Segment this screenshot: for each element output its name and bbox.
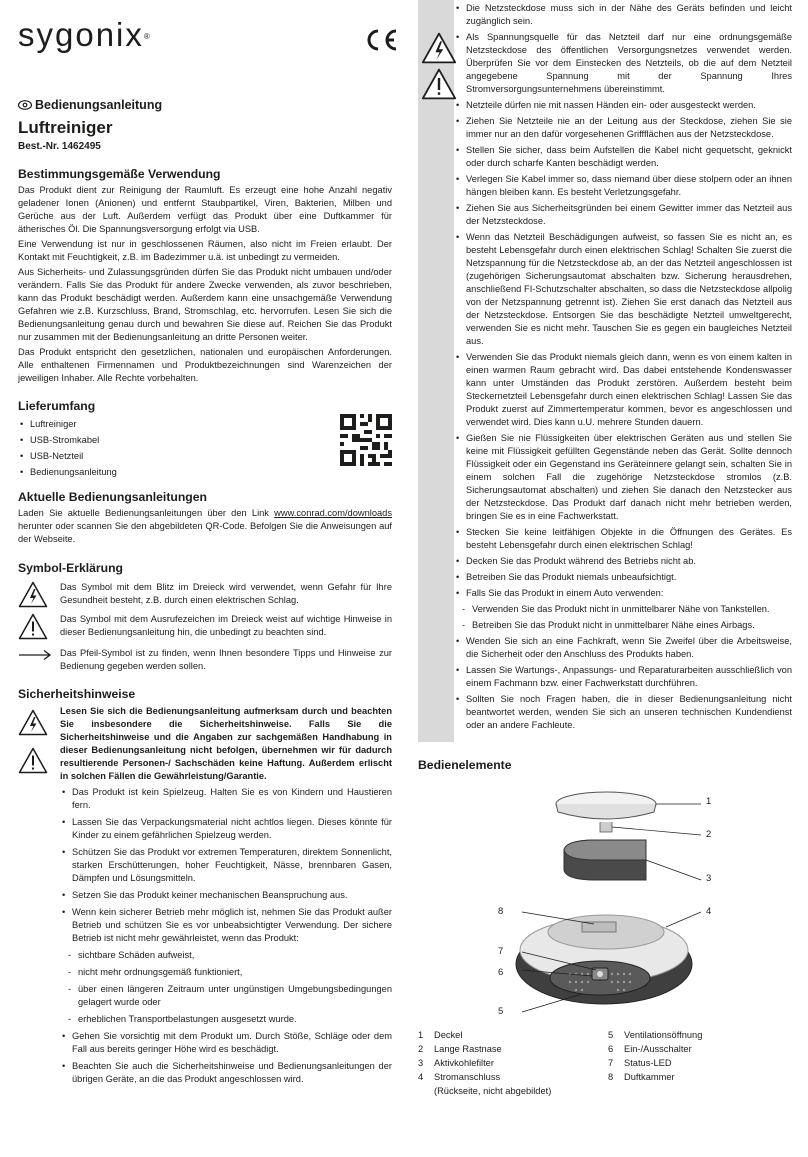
legend-right xyxy=(608,1028,702,1084)
callout-5: 5 xyxy=(498,1006,504,1017)
callout-1: 1 xyxy=(706,796,712,807)
list-item: - Betreiben Sie das Produkt nicht in unmittelbarer Nähe eines Airbags. xyxy=(454,619,792,632)
list-item: • Bedienungsanleitung xyxy=(18,464,392,480)
list-item: • Wenn das Netzteil Beschädigungen aufweist, so fassen Sie es nicht an, es besteht Lebensgefahr durch einen elektrischen Schlag! Schalten Sie zuerst die Netzspannung für die Netzsteckdose ab, an der das Netzteil angeschlossen ist (zugehörigen Sicherungsautomat abschalten bzw. Sicherung herausdrehen, anschließend FI-Schutzschalter abschalten, so dass die Netzsteckdose allpolig von der Netzspannung getrennt ist). Ziehen Sie erst danach das Netzteil aus der Netzsteckdose. Entsorgen Sie das beschädigte Netzteil umweltgerecht, verwenden Sie es nicht mehr. Tauschen Sie es gegen ein baugleiches Netzteil aus. xyxy=(454,231,792,348)
download-link[interactable]: www.conrad.com/downloads xyxy=(274,508,392,518)
callout-7: 7 xyxy=(498,946,504,957)
safety-intro: Lesen Sie sich die Bedienungsanleitung aufmerksam durch und beachten Sie insbesondere die Sicherheitshinweise. Falls Sie die Sicherheitshinweise und die Angaben zur sachgemäßen Handhabung in dieser Bedienungsanleitung nicht befolgen, übernehmen wir für dadurch resultierende Personen-/ Sachschäden keine Haftung. Außerdem erlischt in solchen Fällen die Gewährleistung/Garantie. xyxy=(60,706,392,781)
doc-type: Bedienungsanleitung xyxy=(35,98,163,112)
list-item: • Falls Sie das Produkt in einem Auto verwenden: xyxy=(454,587,792,600)
list-item: • Decken Sie das Produkt während des Betriebs nicht ab. xyxy=(454,555,792,568)
legend-left xyxy=(418,1028,551,1098)
legend-item: 7 Status-LED xyxy=(608,1058,672,1068)
legend-item: 5 Ventilationsöffnung xyxy=(608,1030,703,1040)
paragraph: Eine Verwendung ist nur in geschlossenen Räumen, also nicht im Freien erlaubt. Der Kontakt mit Feuchtigkeit, z.B. im Badezimmer u.ä. ist unbedingt zu vermeiden. xyxy=(18,239,392,262)
list-item: • Als Spannungsquelle für das Netzteil darf nur eine ordnungsgemäße Netzsteckdose des öffentlichen Versorgungsnetzes verwendet werden. Überprüfen Sie vor dem Einstecken des Netzteils, ob die auf dem Netzteil angegebene Spannung mit der Spannung Ihres Stromversorgungsunternehmens übereinstimmt. xyxy=(454,31,792,96)
brand-logo: sygonix® xyxy=(18,16,152,53)
list-item: • Verlegen Sie Kabel immer so, dass niemand über diese stolpern oder an ihnen hängen bleiben kann. Es besteht Verletzungsgefahr. xyxy=(454,173,792,199)
ce-mark-icon xyxy=(363,28,399,52)
list-item: • Das Produkt ist kein Spielzeug. Halten Sie es von Kindern und Haustieren fern. xyxy=(60,786,392,812)
symbol-row-lightning: Das Symbol mit dem Blitz im Dreieck wird verwendet, wenn Gefahr für Ihre Gesundheit besteht, z.B. durch einen elektrischen Schlag. xyxy=(18,581,392,611)
symbols-heading: Symbol-Erklärung xyxy=(18,561,123,575)
list-item: • Schützen Sie das Produkt vor extremen Temperaturen, direktem Sonnenlicht, starken Erschütterungen, hoher Feuchtigkeit, Nässe, brennbaren Gasen, Dämpfen und Lösungsmitteln. xyxy=(60,846,392,885)
symbol-row-arrow: Das Pfeil-Symbol ist zu finden, wenn Ihnen besondere Tipps und Hinweise zur Bedienung gegeben werden sollen. xyxy=(18,647,392,673)
product-diagram xyxy=(496,782,796,1022)
exclamation-warning-icon xyxy=(18,747,48,774)
manuals-text: Laden Sie aktuelle Bedienungsanleitungen über den Link www.conrad.com/downloads herunter oder scannen Sie den abgebildeten QR-Code. Befolgen Sie die Anweisungen auf der Webseite. xyxy=(18,508,392,544)
legend-item: 2 Lange Rastnase xyxy=(418,1044,502,1054)
legend-item: 3 Aktivkohlefilter xyxy=(418,1058,494,1068)
callout-6: 6 xyxy=(498,967,504,978)
qr-code-icon[interactable] xyxy=(340,414,392,466)
list-item: • Sollten Sie noch Fragen haben, die in dieser Bedienungsanleitung nicht beantwortet werden, wenden Sie sich an unseren technischen Kundendienst oder an andere Fachleute. xyxy=(454,693,792,732)
list-item: • Luftreiniger xyxy=(18,416,392,432)
delivery-list xyxy=(18,416,392,480)
symbol-row-exclamation: Das Symbol mit dem Ausrufezeichen im Dreieck weist auf wichtige Hinweise in dieser Bedienungsanleitung hin, die unbedingt zu beachten sind. xyxy=(18,613,392,643)
callout-3: 3 xyxy=(706,873,712,884)
order-number: Best.-Nr. 1462495 xyxy=(18,141,101,152)
list-item: • Stecken Sie keine leitfähigen Objekte in die Öffnungen des Gerätes. Es besteht Lebensgefahr durch einen elektrischen Schlag! xyxy=(454,526,792,552)
list-item: • Beachten Sie auch die Sicherheitshinweise und Bedienungsanleitungen der übrigen Geräte, an die das Produkt angeschlossen wird. xyxy=(60,1060,392,1086)
safety-heading: Sicherheitshinweise xyxy=(18,687,136,701)
safety-intro-block xyxy=(18,705,392,1086)
exclamation-warning-icon xyxy=(18,613,48,640)
list-item: • USB-Netzteil xyxy=(18,448,392,464)
list-item: • Lassen Sie das Verpackungsmaterial nicht achtlos liegen. Dieses könnte für Kinder zu einem gefährlichen Spielzeug werden. xyxy=(60,816,392,842)
list-item: - sichtbare Schäden aufweist, xyxy=(60,949,392,962)
lightning-warning-icon xyxy=(18,581,48,608)
list-item: - Verwenden Sie das Produkt nicht in unmittelbarer Nähe von Tankstellen. xyxy=(454,603,792,616)
list-item: • Gehen Sie vorsichtig mit dem Produkt um. Durch Stöße, Schläge oder dem Fall aus bereits geringer Höhe wird es beschädigt. xyxy=(60,1030,392,1056)
list-item: - über einen längeren Zeitraum unter ungünstigen Umgebungsbedingungen gelagert wurde oder xyxy=(60,983,392,1009)
legend-item: 8 Duftkammer xyxy=(608,1072,675,1082)
list-item: • Gießen Sie nie Flüssigkeiten über elektrischen Geräten aus und stellen Sie keine mit Flüssigkeit gefüllten Gegenstände neben das Gerät. Sollte dennoch Flüssigkeit oder ein Gegenstand ins Geräteinnere gelangt sein, schalten Sie in einem solchen Fall die zugehörige Netzsteckdose stromlos (z.B. Sicherungsautomat abschalten) und ziehen Sie danach den Netzstecker aus der Netzsteckdose. Das Produkt darf danach nicht mehr betrieben werden, bringen Sie es in eine Fachwerkstatt. xyxy=(454,432,792,523)
controls-heading: Bedienelemente xyxy=(418,758,512,772)
left-column xyxy=(18,18,392,1086)
safety-list-left xyxy=(60,786,392,1086)
legend-note: (Rückseite, nicht abgebildet) xyxy=(434,1086,552,1096)
list-item: • Wenn kein sicherer Betrieb mehr möglich ist, nehmen Sie das Produkt außer Betrieb und schützen Sie es vor unbeabsichtigter Verwendung. Der sichere Betrieb ist nicht mehr gewährleistet, wenn das Produkt: xyxy=(60,906,392,945)
list-item: - erheblichen Transportbelastungen ausgesetzt wurde. xyxy=(60,1013,392,1026)
list-item: • Netzteile dürfen nie mit nassen Händen ein- oder ausgesteckt werden. xyxy=(454,99,792,112)
list-item: • Ziehen Sie Netzteile nie an der Leitung aus der Steckdose, ziehen Sie sie immer nur an den dafür vorgesehenen Griffflächen aus der Netzsteckdose. xyxy=(454,115,792,141)
callout-2: 2 xyxy=(706,829,712,840)
intended-use-heading: Bestimmungsgemäße Verwendung xyxy=(18,167,221,181)
symbols-list xyxy=(18,581,392,673)
safety-list-right xyxy=(454,0,792,732)
list-item: • Betreiben Sie das Produkt niemals unbeaufsichtigt. xyxy=(454,571,792,584)
right-column xyxy=(418,0,792,1096)
delivery-heading: Lieferumfang xyxy=(18,399,96,413)
doc-type-row xyxy=(18,98,392,112)
list-item: • Stellen Sie sicher, dass beim Aufstellen die Kabel nicht gequetscht, geknickt oder durch scharfe Kanten beschädigt werden. xyxy=(454,144,792,170)
paragraph: Das Produkt dient zur Reinigung der Raumluft. Es erzeugt eine hohe Anzahl negativ geladener Ionen (Anionen) und entfernt Staubpartikel, Viren, Bakterien, Milben und Gerüche aus der Luft. Außerdem verfügt das Produkt über eine Duftkammer für ätherisches Öl. Die Spannungsversorgung erfolgt via USB. xyxy=(18,185,392,234)
legend-item: 6 Ein-/Ausschalter xyxy=(608,1044,692,1054)
list-item: • Verwenden Sie das Produkt niemals gleich dann, wenn es von einem kalten in einen warmen Raum gebracht wird. Das dabei entstehende Kondenswasser kann unter Umständen das Produkt zerstören. Außerdem besteht beim Steckernetzteil Lebensgefahr durch einen elektrischen Schlag! Lassen Sie das Produkt zuerst auf Zimmertemperatur kommen, bevor es angeschlossen und verwendet wird. Dies kann u.U. mehrere Stunden dauern. xyxy=(454,351,792,429)
list-item: • Die Netzsteckdose muss sich in der Nähe des Geräts befinden und leicht zugänglich sein. xyxy=(454,2,792,28)
list-item: - nicht mehr ordnungsgemäß funktioniert, xyxy=(60,966,392,979)
list-item: • Lassen Sie Wartungs-, Anpassungs- und Reparaturarbeiten ausschließlich von einem Fachmann bzw. einer Fachwerkstatt durchführen. xyxy=(454,664,792,690)
list-item: • Wenden Sie sich an eine Fachkraft, wenn Sie Zweifel über die Arbeitsweise, die Sicherheit oder den Anschluss des Produkts haben. xyxy=(454,635,792,661)
manuals-heading: Aktuelle Bedienungsanleitungen xyxy=(18,490,207,504)
paragraph: Aus Sicherheits- und Zulassungsgründen dürfen Sie das Produkt nicht umbauen und/oder verändern. Falls Sie das Produkt für andere Zwecke verwenden, als zuvor beschrieben, kann das Produkt beschädigt werden. Außerdem kann eine unsachgemäße Verwendung Gefahren wie z.B. Kurzschluss, Brand, Stromschlag, etc. hervorrufen. Lesen Sie sich die Bedienungsanleitung genau durch und bewahren Sie diese auf. Reichen Sie das Produkt nur zusammen mit der Bedienungsanleitung an dritte Personen weiter. xyxy=(18,267,392,342)
arrow-right-icon xyxy=(18,649,52,661)
eye-icon xyxy=(18,100,32,110)
list-item: • Ziehen Sie aus Sicherheitsgründen bei einem Gewitter immer das Netzteil aus der Netzsteckdose. xyxy=(454,202,792,228)
page-title: Luftreiniger xyxy=(18,118,113,137)
callout-4: 4 xyxy=(706,906,712,917)
paragraph: Das Produkt entspricht den gesetzlichen, nationalen und europäischen Anforderungen. Alle enthaltenen Firmennamen und Produktbezeichnungen sind Warenzeichen der jeweiligen Inhaber. Alle Rechte vorbehalten. xyxy=(18,347,392,383)
callout-8: 8 xyxy=(498,906,504,917)
legend-item: 4 Stromanschluss xyxy=(418,1072,501,1082)
list-item: • USB-Stromkabel xyxy=(18,432,392,448)
list-item: • Setzen Sie das Produkt keiner mechanischen Beanspruchung aus. xyxy=(60,889,392,902)
legend-item: 1 Deckel xyxy=(418,1030,463,1040)
intended-use-body xyxy=(18,184,392,385)
lightning-warning-icon xyxy=(18,709,48,736)
